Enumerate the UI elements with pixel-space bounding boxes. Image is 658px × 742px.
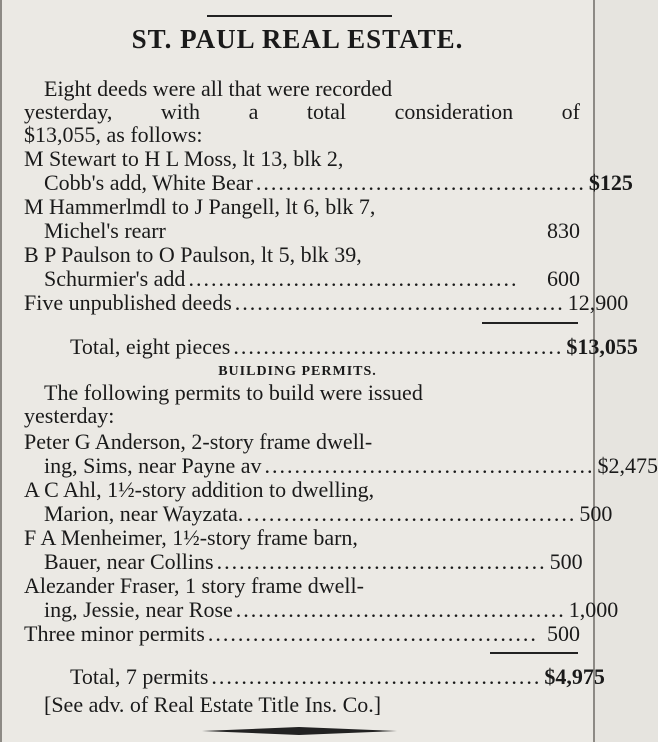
leader-dots: ............................................ <box>188 266 519 291</box>
permit-1-line-2 <box>44 453 658 478</box>
top-rule <box>207 15 392 17</box>
permit-1-amount: $2,475 <box>597 453 658 478</box>
permit-2-line-1: A C Ahl, 1½-story addition to dwelling, <box>24 477 375 502</box>
leader-dots: ............................................ <box>234 290 565 315</box>
dash-ornament <box>202 725 397 737</box>
deed-2-location: Michel's rearr <box>44 218 166 243</box>
permit-3-amount: 500 <box>549 549 583 574</box>
deed-3-line-2 <box>44 268 580 290</box>
permits-intro-1: The following permits to build were issued <box>44 380 423 405</box>
intro-line-1: Eight deeds were all that were recorded <box>44 76 393 101</box>
leader-dots: ............................................ <box>264 453 595 478</box>
deeds-total-amount: $13,055 <box>566 334 638 359</box>
permit-4-line-2 <box>44 597 619 622</box>
deed-1-line-1: M Stewart to H L Moss, lt 13, blk 2, <box>24 146 344 171</box>
deed-1-amount: $125 <box>588 170 633 195</box>
leader-dots: ............................................ <box>207 621 538 646</box>
permit-1-line-1: Peter G Anderson, 2-story frame dwell- <box>24 429 373 454</box>
deed-3-line-1: B P Paulson to O Paulson, lt 5, blk 39, <box>24 242 362 267</box>
deed-2-amount: 830 <box>547 218 580 243</box>
leader-dots: ............................................ <box>235 597 566 622</box>
building-permits-heading: BUILDING PERMITS. <box>218 364 377 379</box>
deeds-total-label: Total, eight pieces <box>70 334 231 359</box>
permit-2-amount: 500 <box>579 501 613 526</box>
intro-line-3: $13,055, as follows: <box>24 122 203 147</box>
permits-intro-2: yesterday: <box>24 403 115 428</box>
minor-permits-label: Three minor permits <box>24 621 205 646</box>
permit-2-location: Marion, near Wayzata. <box>44 501 244 526</box>
sum-rule <box>482 322 578 324</box>
unpublished-row <box>24 290 629 315</box>
footer-note: [See adv. of Real Estate Title Ins. Co.] <box>44 692 382 717</box>
intro-line-2: yesterday, with a total consideration of <box>24 99 580 124</box>
permit-3-line-1: F A Menheimer, 1½-story frame barn, <box>24 525 358 550</box>
minor-permits-row <box>24 623 580 645</box>
sum-rule <box>490 652 578 654</box>
leader-dots: ............................................ <box>216 549 547 574</box>
permit-3-location: Bauer, near Collins <box>44 549 214 574</box>
permit-2-line-2 <box>44 501 613 526</box>
permit-4-line-1: Alezander Fraser, 1 story frame dwell- <box>24 573 364 598</box>
leader-dots: ............................................ <box>233 334 564 359</box>
permits-total-amount: $4,975 <box>544 664 605 689</box>
leader-dots: ............................................ <box>211 664 542 689</box>
deed-2-line-1: M Hammerlmdl to J Pangell, lt 6, blk 7, <box>24 194 376 219</box>
permits-total-row <box>70 664 605 689</box>
permit-1-location: ing, Sims, near Payne av <box>44 453 262 478</box>
deed-1-location: Cobb's add, White Bear <box>44 170 253 195</box>
leader-dots: ............................................ <box>246 501 577 526</box>
headline: ST. PAUL REAL ESTATE. <box>131 24 464 54</box>
deed-3-location: Schurmier's add <box>44 266 186 291</box>
unpublished-label: Five unpublished deeds <box>24 290 232 315</box>
permit-4-amount: 1,000 <box>568 597 619 622</box>
deeds-total-row <box>70 334 638 359</box>
permit-4-location: ing, Jessie, near Rose <box>44 597 233 622</box>
permits-total-label: Total, 7 permits <box>70 664 209 689</box>
deed-2-line-2 <box>44 220 580 242</box>
deed-1-line-2 <box>44 170 633 195</box>
deed-3-amount: 600 <box>547 266 580 291</box>
unpublished-amount: 12,900 <box>567 290 629 315</box>
minor-permits-amount: 500 <box>547 621 580 646</box>
permit-3-line-2 <box>44 549 583 574</box>
leader-dots: ............................................ <box>255 170 586 195</box>
